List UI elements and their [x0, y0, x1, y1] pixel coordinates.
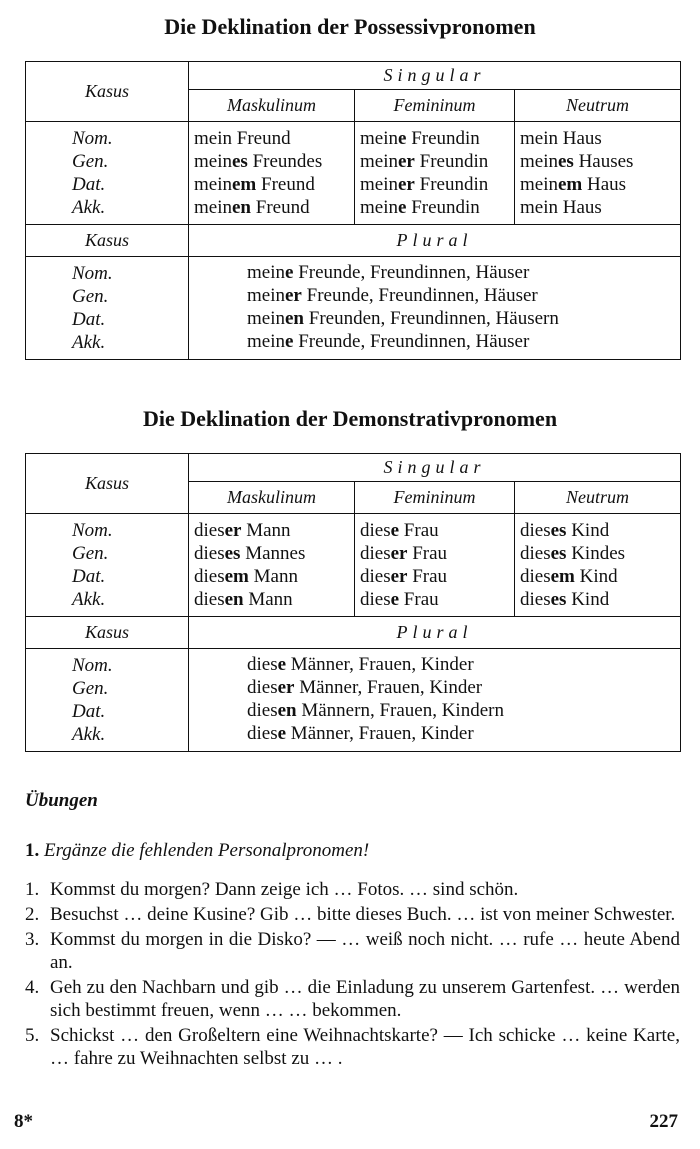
declension-form [247, 284, 680, 307]
form-ending: es [224, 543, 241, 564]
page-number: 227 [649, 1111, 678, 1132]
form-stem: dies [194, 589, 225, 610]
gender-header: Femininum [355, 90, 515, 122]
form-noun: Freunde, Freundinnen, Häuser [301, 285, 538, 306]
form-noun: Haus [558, 197, 602, 218]
form-noun: Freundin [406, 128, 480, 149]
plural-header: Plural [189, 225, 681, 257]
plural-forms [189, 649, 681, 752]
declension-form [520, 196, 680, 219]
singular-header: Singular [189, 454, 681, 482]
form-noun: Männer, Frauen, Kinder [286, 723, 474, 744]
case-label: Akk. [72, 589, 106, 610]
form-noun: Kind [574, 566, 618, 587]
form-ending: en [277, 700, 297, 721]
form-ending: e [277, 723, 287, 744]
form-ending: er [285, 285, 302, 306]
declension-form [520, 588, 680, 611]
form-ending: es [558, 151, 574, 172]
declension-form [520, 150, 680, 173]
declension-form [247, 330, 680, 353]
form-noun: Freund [251, 197, 310, 218]
case-label: Nom. [72, 263, 113, 284]
exercise-item [25, 878, 680, 901]
exercise-text: Kommst du morgen? Dann zeige ich … Fotos. … sind schön. [50, 879, 519, 900]
form-stem: mein [360, 151, 398, 172]
demonstrative-table [25, 453, 681, 752]
form-noun: Haus [558, 128, 602, 149]
case-label: Gen. [72, 543, 109, 564]
gender-header: Neutrum [515, 482, 681, 514]
form-stem: mein [520, 174, 558, 195]
form-noun: Freunde, Freundinnen, Häuser [293, 331, 530, 352]
exercise-number: 3. [25, 929, 40, 950]
form-stem: dies [194, 566, 225, 587]
declension-form [360, 196, 514, 219]
feminine-forms [355, 122, 515, 225]
form-stem: mein [247, 262, 285, 283]
form-ending: er [224, 520, 242, 541]
form-stem: dies [247, 723, 278, 744]
form-noun: Freund [232, 128, 291, 149]
form-noun: Kind [566, 520, 610, 541]
gender-header: Maskulinum [189, 482, 355, 514]
form-noun: Mann [243, 589, 293, 610]
form-ending: em [558, 174, 583, 195]
declension-form [194, 173, 354, 196]
form-ending: em [224, 566, 249, 587]
form-noun: Freundin [414, 151, 489, 172]
form-noun: Frau [407, 543, 448, 564]
form-stem: dies [247, 700, 278, 721]
case-label: Dat. [72, 566, 106, 587]
declension-form [194, 588, 354, 611]
declension-form [247, 307, 680, 330]
kasus-header: Kasus [26, 454, 189, 514]
form-noun: Männer, Frauen, Kinder [286, 654, 474, 675]
form-noun: Freundes [247, 151, 323, 172]
declension-form [360, 588, 514, 611]
exercises-heading: Übungen [25, 790, 98, 811]
case-label: Dat. [72, 174, 106, 195]
form-noun: Männer, Frauen, Kinder [294, 677, 483, 698]
form-stem: dies [194, 520, 225, 541]
exercise-number: 4. [25, 977, 40, 998]
case-labels [26, 257, 189, 360]
form-ending: e [285, 262, 294, 283]
form-ending: e [285, 331, 294, 352]
form-stem: dies [520, 543, 551, 564]
form-noun: Haus [582, 174, 627, 195]
form-ending: e [398, 197, 407, 218]
form-ending: e [390, 589, 400, 610]
plural-forms [189, 257, 681, 360]
form-stem: dies [194, 543, 225, 564]
form-ending: em [232, 174, 257, 195]
form-stem: dies [360, 543, 391, 564]
form-stem: mein [360, 174, 398, 195]
task-number: 1. [25, 840, 40, 861]
form-noun: Mann [248, 566, 298, 587]
case-label: Gen. [72, 286, 109, 307]
form-ending: en [285, 308, 304, 329]
neuter-forms [515, 514, 681, 617]
form-ending: er [390, 543, 408, 564]
form-stem: dies [247, 677, 278, 698]
kasus-header: Kasus [26, 617, 189, 649]
form-ending: er [398, 174, 415, 195]
case-label: Dat. [72, 309, 106, 330]
form-ending: e [398, 128, 407, 149]
case-label: Gen. [72, 678, 109, 699]
signature-mark: 8* [14, 1111, 33, 1132]
exercise-text: Geh zu den Nachbarn und gib … die Einladung zu unserem Gartenfest. … werden sich bestimmt freuen, wenn … … bekommen. [50, 977, 680, 1021]
case-label: Akk. [72, 332, 106, 353]
form-ending: es [550, 543, 567, 564]
case-label: Nom. [72, 655, 113, 676]
exercise-number: 2. [25, 904, 40, 925]
declension-form [194, 127, 354, 150]
exercise-item [25, 928, 680, 974]
declension-form [247, 676, 680, 699]
singular-header: Singular [189, 62, 681, 90]
form-noun: Freunde, Freundinnen, Häuser [293, 262, 530, 283]
declension-form [247, 261, 680, 284]
form-noun: Hauses [573, 151, 634, 172]
form-noun: Frau [399, 520, 439, 541]
task-text: Ergänze die fehlenden Personalpronomen! [44, 840, 370, 861]
case-label: Nom. [72, 520, 113, 541]
form-noun: Frau [407, 566, 448, 587]
form-ending: em [550, 566, 575, 587]
form-stem: dies [520, 589, 551, 610]
case-labels [26, 122, 189, 225]
form-stem: dies [520, 566, 551, 587]
case-label: Akk. [72, 724, 106, 745]
form-stem: dies [360, 589, 391, 610]
form-noun: Kind [566, 589, 610, 610]
form-noun: Mann [241, 520, 291, 541]
declension-form [520, 519, 680, 542]
form-stem: mein [360, 197, 398, 218]
possessive-title: Die Deklination der Possessivpronomen [164, 14, 536, 39]
form-ending: er [390, 566, 408, 587]
form-stem: mein [194, 128, 232, 149]
case-label: Gen. [72, 151, 109, 172]
gender-header: Femininum [355, 482, 515, 514]
possessive-table [25, 61, 681, 360]
declension-form [194, 519, 354, 542]
exercise-text: Besuchst … deine Kusine? Gib … bitte dieses Buch. … ist von meiner Schwester. [50, 904, 676, 925]
exercise-item [25, 903, 680, 926]
form-stem: mein [520, 151, 558, 172]
masculine-forms [189, 514, 355, 617]
kasus-header: Kasus [26, 62, 189, 122]
form-stem: dies [360, 520, 391, 541]
gender-header: Neutrum [515, 90, 681, 122]
form-ending: en [224, 589, 244, 610]
case-labels [26, 649, 189, 752]
exercise-text: Schickst … den Großeltern eine Weihnachtskarte? — Ich schicke … keine Karte, … fahre zu Weihnachten selbst zu … . [50, 1025, 680, 1069]
declension-form [360, 565, 514, 588]
declension-form [194, 565, 354, 588]
form-stem: mein [360, 128, 398, 149]
declension-form [194, 196, 354, 219]
form-ending: en [232, 197, 251, 218]
declension-form [247, 653, 680, 676]
form-noun: Männern, Frauen, Kindern [296, 700, 504, 721]
kasus-header: Kasus [26, 225, 189, 257]
form-stem: dies [520, 520, 551, 541]
form-ending: e [277, 654, 287, 675]
form-ending: er [277, 677, 295, 698]
declension-form [360, 542, 514, 565]
form-noun: Freundin [414, 174, 489, 195]
form-ending: es [232, 151, 248, 172]
declension-form [360, 127, 514, 150]
form-noun: Kindes [566, 543, 626, 564]
form-noun: Freundin [406, 197, 480, 218]
form-stem: mein [194, 151, 232, 172]
declension-form [520, 173, 680, 196]
form-ending: er [398, 151, 415, 172]
declension-form [194, 542, 354, 565]
declension-form [520, 127, 680, 150]
exercise-number: 1. [25, 879, 40, 900]
form-ending: e [390, 520, 400, 541]
form-stem: mein [520, 197, 558, 218]
exercise-list [25, 878, 680, 1072]
form-stem: dies [360, 566, 391, 587]
declension-form [520, 542, 680, 565]
exercise-item [25, 1024, 680, 1070]
declension-form [520, 565, 680, 588]
form-stem: mein [247, 331, 285, 352]
declension-form [194, 150, 354, 173]
task-instruction [25, 840, 369, 862]
exercise-text: Kommst du morgen in die Disko? — … weiß noch nicht. … rufe … heute Abend an. [50, 929, 680, 973]
case-label: Dat. [72, 701, 106, 722]
feminine-forms [355, 514, 515, 617]
case-label: Akk. [72, 197, 106, 218]
case-labels [26, 514, 189, 617]
exercise-item [25, 976, 680, 1022]
form-stem: mein [247, 285, 285, 306]
plural-header: Plural [189, 617, 681, 649]
form-ending: es [550, 520, 567, 541]
gender-header: Maskulinum [189, 90, 355, 122]
form-noun: Freund [256, 174, 315, 195]
form-stem: mein [194, 197, 232, 218]
exercise-number: 5. [25, 1025, 40, 1046]
form-stem: mein [247, 308, 285, 329]
masculine-forms [189, 122, 355, 225]
declension-form [360, 150, 514, 173]
declension-form [247, 722, 680, 745]
form-noun: Mannes [240, 543, 306, 564]
form-ending: es [550, 589, 567, 610]
form-noun: Frau [399, 589, 439, 610]
form-stem: dies [247, 654, 278, 675]
form-stem: mein [520, 128, 558, 149]
declension-form [247, 699, 680, 722]
form-noun: Freunden, Freundinnen, Häusern [304, 308, 559, 329]
form-stem: mein [194, 174, 232, 195]
case-label: Nom. [72, 128, 113, 149]
demonstrative-title: Die Deklination der Demonstrativpronomen [142, 406, 558, 431]
declension-form [360, 173, 514, 196]
declension-form [360, 519, 514, 542]
neuter-forms [515, 122, 681, 225]
